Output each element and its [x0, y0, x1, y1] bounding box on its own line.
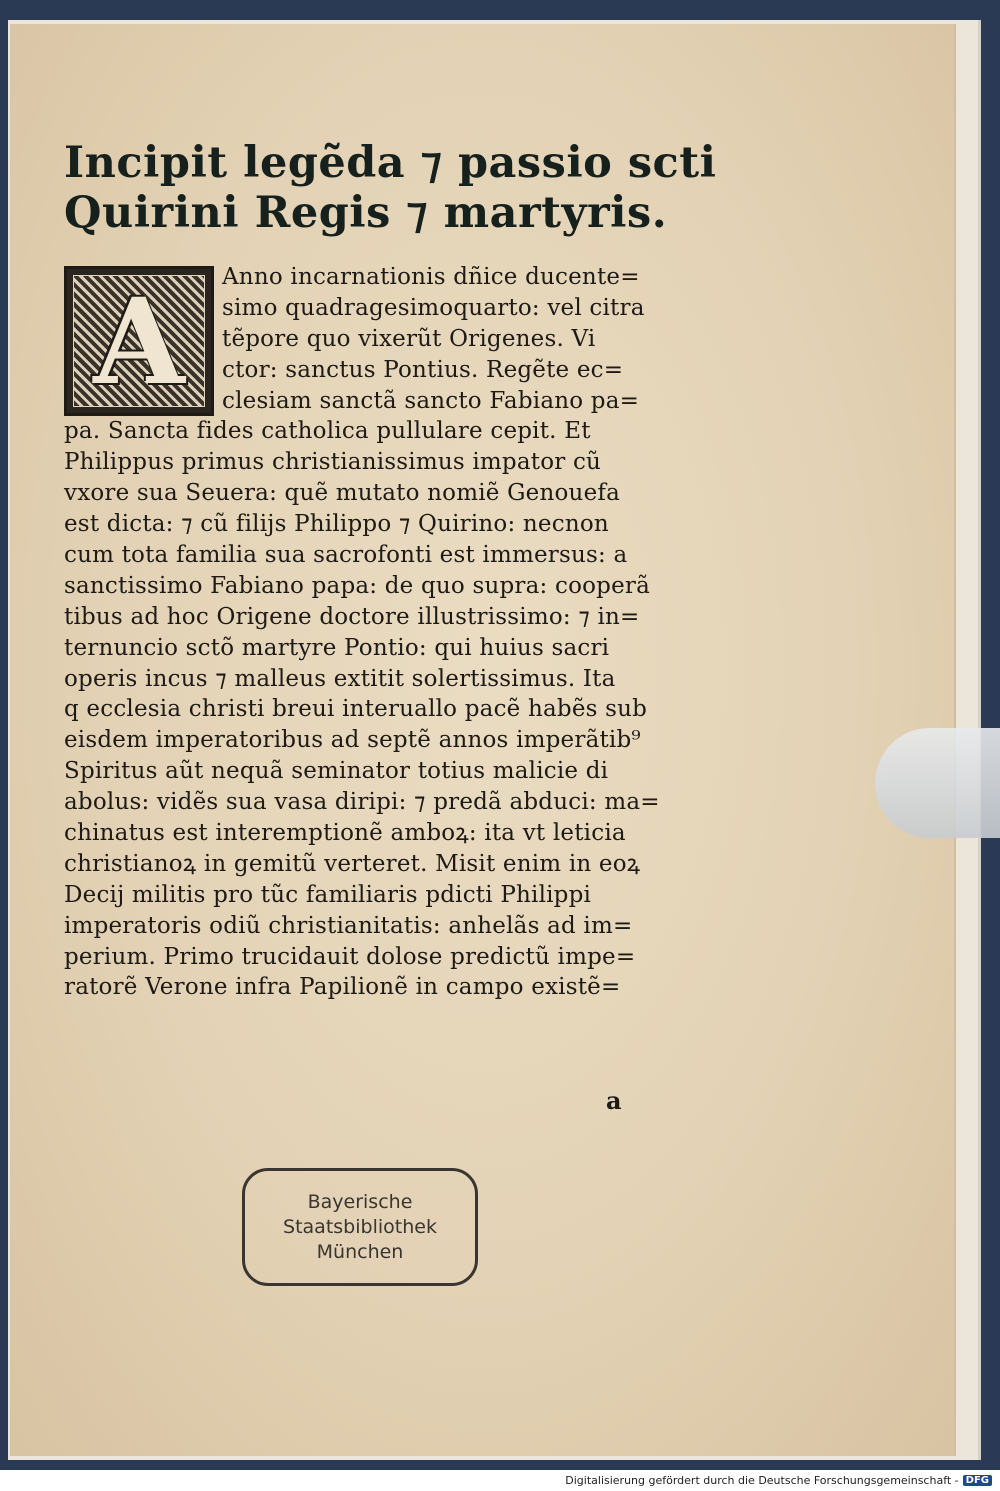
body-line: operis incus ⁊ malleus extitit solertissimus. Ita [64, 665, 616, 692]
body-line: pa. Sancta fides catholica pullulare cepit. Et [64, 418, 591, 445]
page-clip [875, 728, 1000, 838]
offset-ghost-line [64, 242, 704, 254]
body-line: est dicta: ⁊ cũ filijs Philippo ⁊ Quirino: necnon [64, 511, 609, 538]
stamp-line: Bayerische [307, 1190, 413, 1213]
body-line: chinatus est interemptionẽ amboꝝ: ita vt leticia [64, 820, 626, 847]
library-stamp [242, 1168, 478, 1286]
title-line-2: Quirini Regis ⁊ martyris. [64, 188, 668, 238]
body-line: simo quadragesimoquarto: vel citra [222, 294, 645, 321]
body-line: christianoꝝ in gemitũ verteret. Misit enim in eoꝝ [64, 850, 641, 877]
stamp-line: Staatsbibliothek [283, 1215, 437, 1238]
dfg-logo-icon: DFG [963, 1475, 992, 1486]
body-line: ternuncio sctõ martyre Pontio: qui huius sacri [64, 634, 610, 661]
body-text [64, 262, 704, 1003]
decorated-initial [64, 266, 214, 416]
body-line: sanctissimo Fabiano papa: de quo supra: cooperã [64, 572, 651, 599]
body-line: clesiam sanctã sancto Fabiano pa= [222, 387, 640, 414]
title-line-1: Incipit legẽda ⁊ passio scti [64, 138, 717, 188]
body-line: Decij militis pro tũc familiaris pdicti Philippi [64, 881, 592, 908]
body-line: tibus ad hoc Origene doctore illustrissimo: ⁊ in= [64, 603, 640, 630]
body-line: tẽpore quo vixerũt Origenes. Vi [222, 325, 596, 352]
body-line: Anno incarnationis dñice ducente= [222, 264, 640, 290]
body-line: perium. Primo trucidauit dolose predictũ impe= [64, 943, 636, 970]
body-line: abolus: vidẽs sua vasa diripi: ⁊ predã abduci: ma= [64, 789, 660, 816]
funding-credit: Digitalisierung gefördert durch die Deutsche Forschungsgemeinschaft - [565, 1474, 959, 1487]
stamp-line: München [316, 1240, 404, 1263]
printed-text-block [64, 138, 717, 1003]
initial-letter: A [93, 271, 185, 411]
body-line: imperatoris odiũ christianitatis: anhelãs ad im= [64, 912, 633, 939]
body-line: ctor: sanctus Pontius. Regẽte ec= [222, 356, 624, 383]
body-line: vxore sua Seuera: quẽ mutato nomiẽ Genouefa [64, 480, 621, 507]
body-line: q ecclesia christi breui interuallo pacẽ habẽs sub [64, 696, 648, 723]
body-line: eisdem imperatoribus ad septẽ annos imperãtib⁹ [64, 727, 641, 754]
footer-bar [0, 1470, 1000, 1491]
signature-mark: a [606, 1086, 622, 1115]
body-line: cum tota familia sua sacrofonti est immersus: a [64, 542, 628, 569]
body-line: Spiritus aũt nequã seminator totius malicie di [64, 758, 609, 785]
body-line: ratorẽ Verone infra Papilionẽ in campo existẽ= [64, 974, 621, 1001]
body-line: Philippus primus christianissimus impator cũ [64, 449, 602, 476]
